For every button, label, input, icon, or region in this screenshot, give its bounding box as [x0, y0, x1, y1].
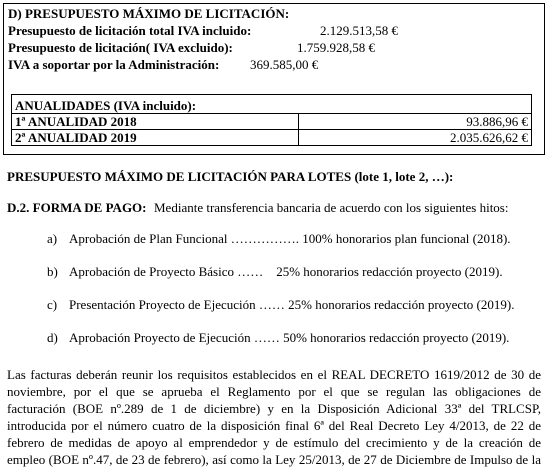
milestone-text: Aprobación de Proyecto Básico …… 25% honorarios redacción proyecto (2019).	[69, 264, 503, 279]
paragraph-line: empleo (BOE nº.47, de 23 de febrero), así como la Ley 25/2013, de 27 de Diciembre de Impulso de la	[7, 452, 541, 467]
total-iva-label: Presupuesto de licitación total IVA incluido:	[8, 23, 252, 38]
annualities-header-row	[12, 95, 532, 114]
iva-admin-label: IVA a soportar por la Administración:	[8, 57, 220, 72]
milestone-text: Aprobación de Plan Funcional ……………. 100% honorarios plan funcional (2018).	[69, 231, 511, 246]
section-d-title: D) PRESUPUESTO MÁXIMO DE LICITACIÓN:	[8, 6, 290, 21]
milestone-letter: c)	[47, 297, 58, 312]
paragraph-line: noviembre, por el que se aprueba el Reglamento por el que se regulan las obligaciones de	[7, 384, 541, 399]
paragraph-line: Las facturas deberán reunir los requisitos establecidos en el REAL DECRETO 1619/2012 de 30 de	[7, 367, 541, 382]
excluded-iva-value: 1.759.928,58 €	[297, 40, 375, 55]
milestone-letter: d)	[47, 330, 58, 345]
milestone-text: Aprobación Proyecto de Ejecución …… 50% honorarios redacción proyecto (2019).	[69, 330, 510, 345]
milestone-text: Presentación Proyecto de Ejecución …… 25% honorarios redacción proyecto (2019).	[69, 297, 515, 312]
table-row	[12, 130, 532, 146]
annuality-value: 93.886,96 €	[299, 114, 532, 130]
payment-heading: D.2. FORMA DE PAGO:	[7, 200, 147, 215]
milestone-letter: b)	[47, 264, 58, 279]
table-row	[12, 114, 532, 130]
excluded-iva-label: Presupuesto de licitación( IVA excluido):	[8, 40, 233, 55]
iva-admin-value: 369.585,00 €	[250, 57, 319, 72]
lots-heading: PRESUPUESTO MÁXIMO DE LICITACIÓN PARA LOTES (lote 1, lote 2, …):	[7, 169, 454, 184]
paragraph-line: introducida por el número cuatro de la disposición final 6ª del Real Decreto Ley 4/2013, de 22 de	[7, 418, 541, 433]
annuality-label: 1ª ANUALIDAD 2018	[12, 114, 299, 130]
payment-intro: Mediante transferencia bancaria de acuerdo con los siguientes hitos:	[154, 200, 509, 215]
annuality-value: 2.035.626,62 €	[299, 130, 532, 146]
paragraph-line: febrero de medidas de apoyo al emprendedor y de estímulo del crecimiento y de la creación de	[7, 435, 541, 450]
milestone-letter: a)	[47, 231, 58, 246]
annuality-label: 2ª ANUALIDAD 2019	[12, 130, 299, 146]
total-iva-value: 2.129.513,58 €	[320, 23, 398, 38]
annualities-header: ANUALIDADES (IVA incluido):	[12, 95, 532, 114]
annualities-table	[11, 94, 532, 146]
paragraph-line: facturación (BOE nº.289 de 1 de diciembre) y en la Disposición Adicional 33ª del TRLCSP,	[7, 401, 541, 416]
